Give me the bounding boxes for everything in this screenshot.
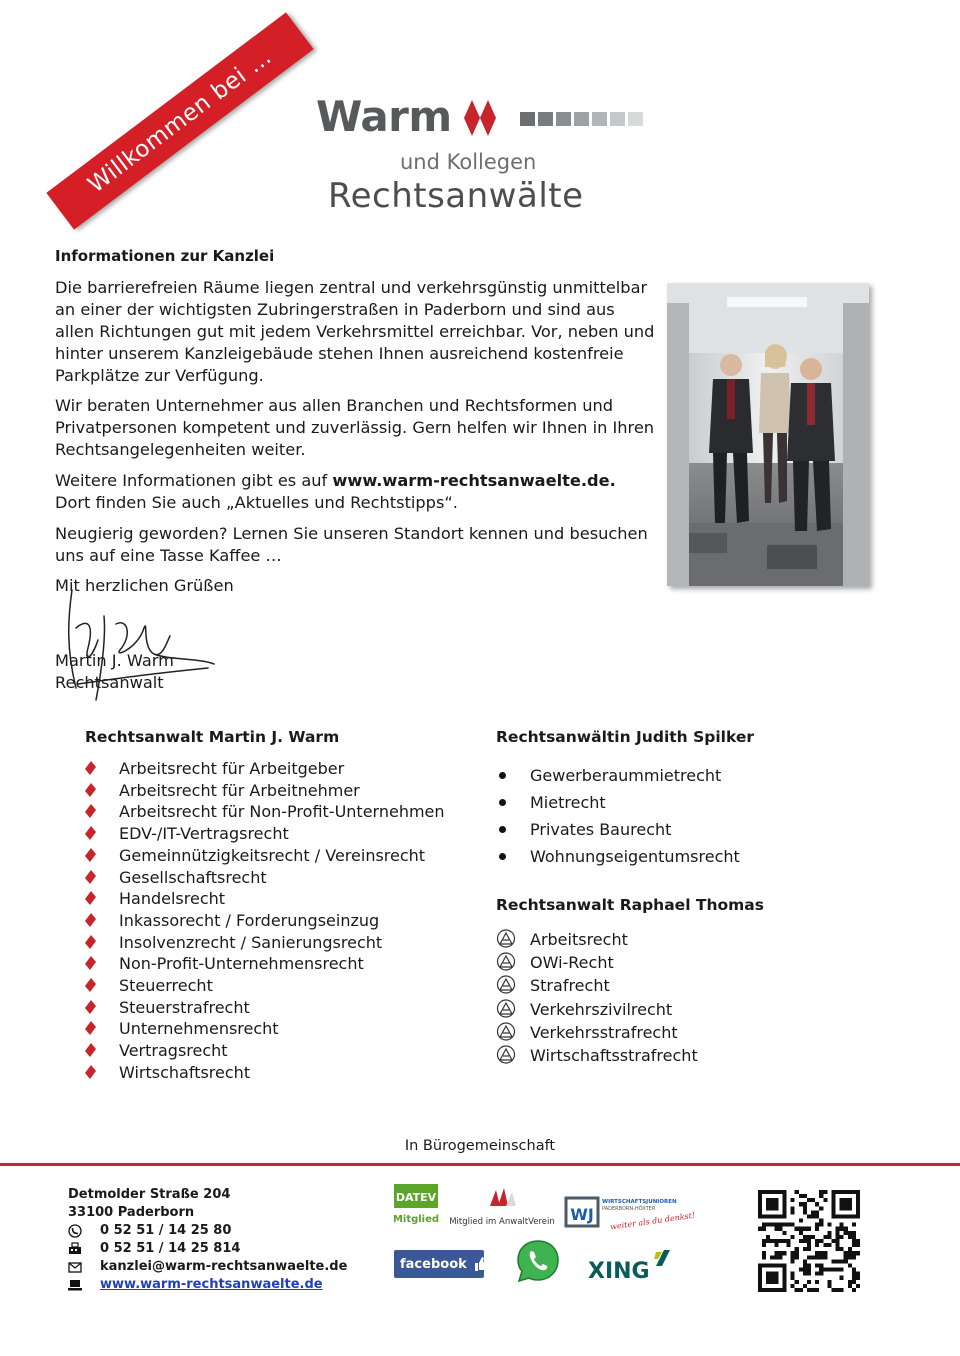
paragraph-services: Wir beraten Unternehmer aus allen Branchen und Rechtsformen und Privatpersonen kompetent und zuverlässig. Gern helfen wir Ihnen in Ihren Rechtsangelegenheiten weiter.: [55, 396, 655, 459]
mail-icon: [68, 1260, 82, 1274]
welcome-ribbon-wrap: [0, 0, 330, 240]
section-sign-bullet-icon: [496, 999, 516, 1018]
paragraph-invite: Neugierig geworden? Lernen Sie unseren Standort kennen und besuchen uns auf eine Tasse Kaffee …: [55, 524, 648, 565]
section-sign-bullet-icon: [496, 975, 516, 994]
thumbs-up-icon: [473, 1256, 489, 1272]
diamond-bullet-icon: [85, 891, 96, 905]
diamond-bullet-icon: [85, 826, 96, 840]
contact-block: [68, 1186, 347, 1294]
list-item: Gewerberaummietrecht: [496, 762, 816, 789]
diamond-bullet-icon: [85, 1021, 96, 1035]
anwaltverein-badge[interactable]: [444, 1184, 560, 1230]
firm-logo: [316, 94, 650, 224]
practice-list-thomas: [496, 928, 816, 1067]
diamond-bullet-icon: [85, 935, 96, 949]
team-photo: [667, 283, 869, 586]
welcome-ribbon: Willkommen bei …: [46, 12, 313, 229]
svg-text:weiter als du denkst!: weiter als du denkst!: [609, 1210, 696, 1232]
diamond-bullet-icon: [85, 783, 96, 797]
practice-list-warm: [85, 758, 465, 1084]
logo-name: Warm: [316, 92, 452, 141]
website-link[interactable]: www.warm-rechtsanwaelte.de: [100, 1277, 323, 1292]
facebook-label: facebook: [400, 1256, 467, 1272]
list-item: Insolvenzrecht / Sanierungsrecht: [85, 932, 465, 954]
list-item: Wohnungseigentumsrecht: [496, 843, 816, 870]
info-heading: Informationen zur Kanzlei: [55, 247, 275, 265]
phone-row: [68, 1222, 347, 1240]
list-item: Wirtschaftsstrafrecht: [496, 1044, 816, 1067]
diamond-bullet-icon: [85, 956, 96, 970]
handwritten-signature: [58, 588, 228, 703]
list-item: Gesellschaftsrecht: [85, 867, 465, 889]
list-item: Wirtschaftsrecht: [85, 1062, 465, 1084]
xing-badge[interactable]: [588, 1248, 672, 1282]
list-item: Non-Profit-Unternehmensrecht: [85, 953, 465, 975]
greeting: Mit herzlichen Grüßen: [55, 576, 234, 595]
svg-text:XING: XING: [588, 1259, 650, 1284]
logo-squares: [520, 112, 643, 126]
email-row: [68, 1258, 347, 1276]
signer-name: Martin J. Warm: [55, 651, 174, 670]
diamond-bullet-icon: [85, 804, 96, 818]
footer-divider: [0, 1163, 960, 1166]
diamond-bullet-icon: [85, 978, 96, 992]
lawyer-heading-spilker: Rechtsanwältin Judith Spilker: [496, 728, 755, 746]
list-item: OWi-Recht: [496, 951, 816, 974]
qr-code[interactable]: [758, 1190, 860, 1292]
svg-text:Mitglied im AnwaltVerein: Mitglied im AnwaltVerein: [449, 1217, 555, 1227]
logo-diamonds-icon: [462, 98, 508, 138]
list-item: Arbeitsrecht: [496, 928, 816, 951]
list-item: Verkehrsstrafrecht: [496, 1021, 816, 1044]
svg-text:PADERBORN-HÖXTER: PADERBORN-HÖXTER: [602, 1206, 656, 1212]
fax-icon: [68, 1242, 82, 1256]
address-city: 33100 Paderborn: [68, 1205, 195, 1220]
list-item: Steuerrecht: [85, 975, 465, 997]
diamond-bullet-icon: [85, 1000, 96, 1014]
phone-icon: [68, 1224, 82, 1238]
svg-text:DATEV: DATEV: [395, 1191, 437, 1204]
logo-subtitle: und Kollegen: [400, 150, 537, 174]
svg-text:Mitglied: Mitglied: [392, 1214, 440, 1225]
lawyer-heading-thomas: Rechtsanwalt Raphael Thomas: [496, 896, 764, 914]
list-item: EDV-/IT-Vertragsrecht: [85, 823, 465, 845]
facebook-badge[interactable]: [394, 1250, 484, 1278]
logo-title: Rechtsanwälte: [328, 176, 584, 216]
fax-number: 0 52 51 / 14 25 814: [100, 1241, 241, 1256]
diamond-bullet-icon: [85, 761, 96, 775]
diamond-bullet-icon: [85, 848, 96, 862]
office-sharing-label: In Bürogemeinschaft: [404, 1138, 556, 1154]
list-item: Inkassorecht / Forderungseinzug: [85, 910, 465, 932]
list-item: Verkehrszivilrecht: [496, 998, 816, 1021]
dot-bullet-icon: [499, 799, 506, 806]
phone-number[interactable]: 0 52 51 / 14 25 80: [100, 1223, 232, 1238]
wirtschaftsjunioren-badge[interactable]: [566, 1194, 696, 1234]
whatsapp-icon[interactable]: [514, 1238, 562, 1284]
svg-text:WIRTSCHAFTSJUNIOREN: WIRTSCHAFTSJUNIOREN: [602, 1199, 677, 1205]
paragraph-more-info: [55, 470, 655, 514]
dot-bullet-icon: [499, 853, 506, 860]
address-street: Detmolder Straße 204: [68, 1187, 231, 1202]
lawyer-heading-warm: Rechtsanwalt Martin J. Warm: [85, 728, 340, 746]
fax-row: [68, 1240, 347, 1258]
website-text[interactable]: www.warm-rechtsanwaelte.de.: [332, 471, 616, 490]
paragraph-location: Die barrierefreien Räume liegen zentral und verkehrsgünstig unmittelbar an einer der wichtigsten Zubringerstraßen in Paderborn und sind aus allen Richtungen gut mit jedem Verkehrsmittel erreichbar. Vor, neben und hinter unserem Kanzleigebäude stehen Ihnen ausreichend kostenfreie Parkplätze zur Verfügung.: [55, 278, 655, 385]
svg-text:WJ: WJ: [570, 1205, 594, 1224]
diamond-bullet-icon: [85, 870, 96, 884]
section-sign-bullet-icon: [496, 929, 516, 948]
list-item: Mietrecht: [496, 789, 816, 816]
section-sign-bullet-icon: [496, 1022, 516, 1041]
more-info-prefix: Weitere Informationen gibt es auf: [55, 471, 333, 490]
dot-bullet-icon: [499, 826, 506, 833]
section-sign-bullet-icon: [496, 1045, 516, 1064]
diamond-bullet-icon: [85, 913, 96, 927]
list-item: Strafrecht: [496, 974, 816, 997]
list-item: Privates Baurecht: [496, 816, 816, 843]
list-item: Steuerstrafrecht: [85, 997, 465, 1019]
list-item: Arbeitsrecht für Arbeitnehmer: [85, 780, 465, 802]
practice-list-spilker: [496, 762, 816, 870]
list-item: Arbeitsrecht für Arbeitgeber: [85, 758, 465, 780]
diamond-bullet-icon: [85, 1065, 96, 1079]
dot-bullet-icon: [499, 772, 506, 779]
section-sign-bullet-icon: [496, 952, 516, 971]
diamond-bullet-icon: [85, 1043, 96, 1057]
web-row: [68, 1276, 347, 1294]
computer-icon: [68, 1278, 82, 1292]
list-item: Handelsrecht: [85, 888, 465, 910]
list-item: Unternehmensrecht: [85, 1018, 465, 1040]
signer-title: Rechtsanwalt: [55, 673, 164, 692]
datev-member-badge[interactable]: [392, 1184, 440, 1228]
list-item: Gemeinnützigkeitsrecht / Vereinsrecht: [85, 845, 465, 867]
list-item: Arbeitsrecht für Non-Profit-Unternehmen: [85, 801, 465, 823]
list-item: Vertragsrecht: [85, 1040, 465, 1062]
more-info-suffix: Dort finden Sie auch „Aktuelles und Rechtstipps“.: [55, 493, 458, 512]
email-address[interactable]: kanzlei@warm-rechtsanwaelte.de: [100, 1259, 348, 1274]
